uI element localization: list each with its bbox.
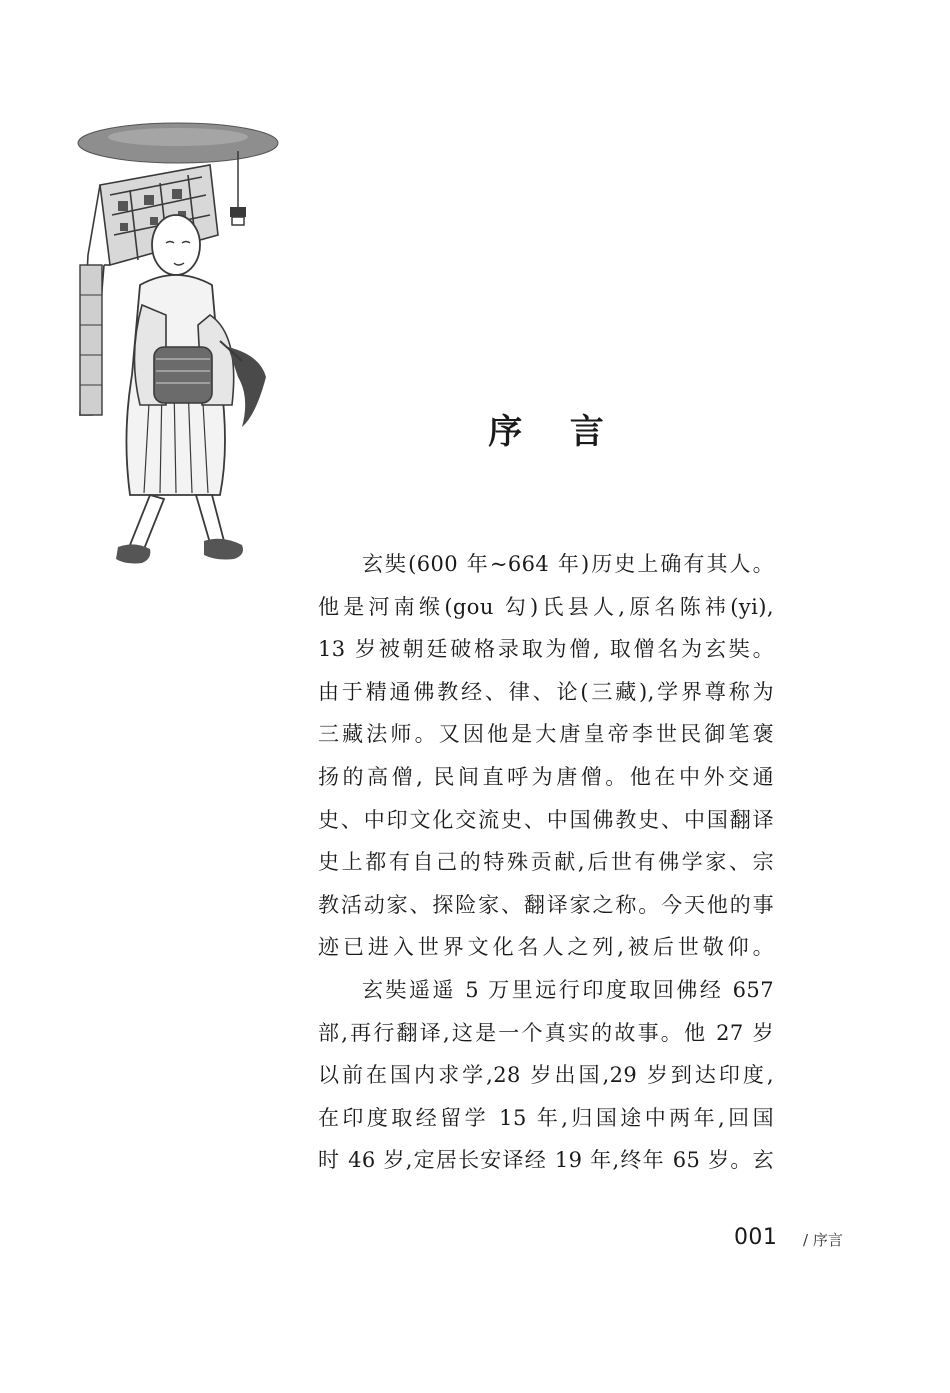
monk-illustration [70,115,280,585]
page-footer [0,1220,950,1260]
text-line: 他是河南缑(gou 勾)氏县人,原名陈祎(yi), [318,594,774,619]
text-line: 教活动家、探险家、翻译家之称。今天他的事 [318,892,774,917]
text-line: 13 岁被朝廷破格录取为僧, 取僧名为玄奘。 [318,637,774,662]
text-line: 玄奘遥遥 5 万里远行印度取回佛经 657 [362,977,774,1002]
text-line: 时 46 岁,定居长安译经 19 年,终年 65 岁。玄 [318,1148,774,1173]
text-line: 迹已进入世界文化名人之列,被后世敬仰。 [318,935,774,960]
page-number: 001 [734,1225,778,1250]
text-line: 由于精通佛教经、律、论(三藏),学界尊称为 [318,679,774,704]
text-line: 扬的高僧, 民间直呼为唐僧。他在中外交通 [318,764,774,789]
text-line: 三藏法师。又因他是大唐皇帝李世民御笔褒 [318,722,774,747]
text-line: 在印度取经留学 15 年,归国途中两年,回国 [318,1105,774,1130]
running-head: / 序言 [803,1231,843,1249]
text-line: 以前在国内求学,28 岁出国,29 岁到达印度, [318,1063,774,1088]
page-title: 序言 [488,412,652,452]
text-line: 史上都有自己的特殊贡献,后世有佛学家、宗 [318,850,774,875]
text-line: 玄奘(600 年~664 年)历史上确有其人。 [362,552,774,576]
text-line: 史、中印文化交流史、中国佛教史、中国翻译 [318,807,774,832]
text-line: 部,再行翻译,这是一个真实的故事。他 27 岁 [318,1020,774,1045]
body-text [318,543,774,1182]
